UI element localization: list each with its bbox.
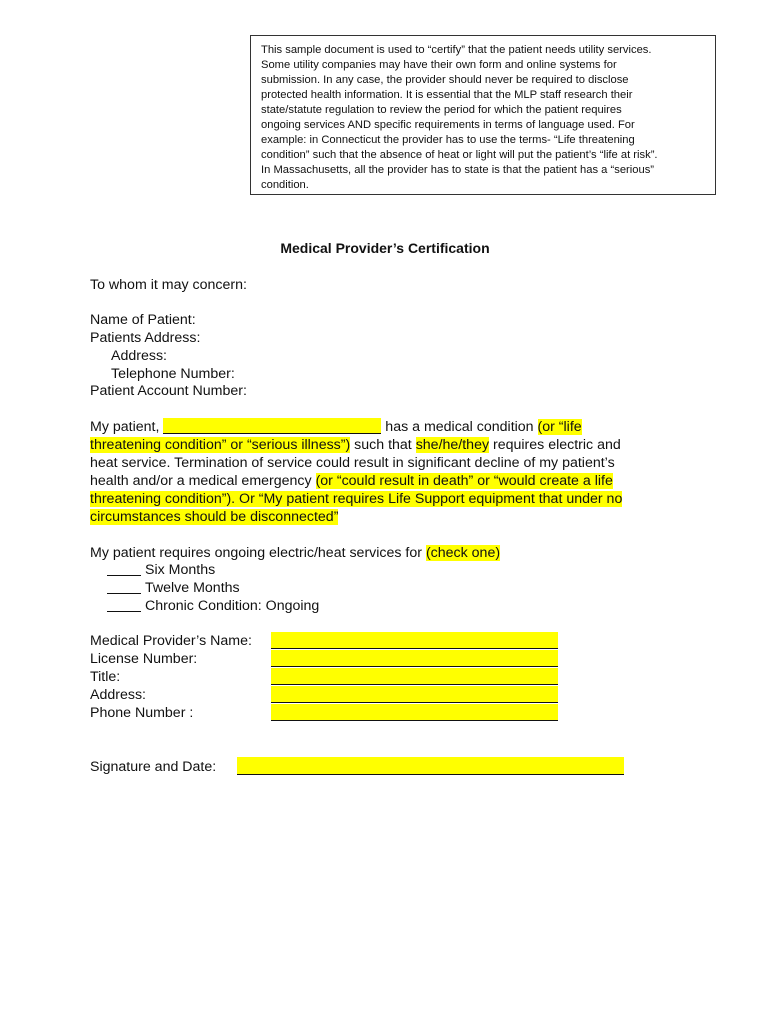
paragraph-line-4: [90, 472, 613, 490]
option-label: Twelve Months: [145, 580, 240, 596]
paragraph-text: has a medical condition: [381, 419, 538, 435]
notice-line: protected health information. It is essential that the MLP staff research their: [261, 89, 633, 101]
patient-account-label: Patient Account Number:: [90, 383, 247, 399]
notice-line: This sample document is used to “certify” that the patient needs utility services.: [261, 44, 652, 56]
title-label: Title:: [90, 669, 121, 685]
check-blank[interactable]: [107, 561, 141, 576]
highlighted-text: threatening condition”). Or “My patient requires Life Support equipment that under no: [90, 491, 623, 507]
patient-address-label: Address:: [111, 348, 167, 364]
phone-number-field[interactable]: [271, 704, 558, 721]
highlighted-text: (or “life: [537, 419, 582, 435]
highlighted-text: circumstances should be disconnected”: [90, 509, 339, 525]
services-intro-text: My patient requires ongoing electric/heat services for: [90, 545, 426, 561]
services-intro: [90, 544, 500, 562]
paragraph-text: My patient,: [90, 419, 160, 435]
notice-line: ongoing services AND specific requirements in terms of language used. For: [261, 119, 635, 131]
signature-date-field[interactable]: [237, 757, 624, 775]
patient-name-blank[interactable]: [163, 418, 381, 434]
highlighted-text: (or “could result in death” or “would create a life: [315, 473, 613, 489]
option-chronic-condition: [107, 597, 319, 615]
license-number-label: License Number:: [90, 651, 198, 667]
notice-line: Some utility companies may have their own form and online systems for: [261, 59, 617, 71]
title-field[interactable]: [271, 668, 558, 685]
license-number-field[interactable]: [271, 650, 558, 667]
sample-notice-box: [250, 35, 716, 195]
paragraph-line-2: [90, 436, 621, 454]
phone-number-label: Phone Number :: [90, 705, 194, 721]
paragraph-line-5: [90, 490, 622, 508]
check-one-hint: (check one): [425, 545, 501, 561]
option-label: Six Months: [145, 562, 216, 578]
paragraph-line-6: [90, 508, 338, 526]
provider-address-field[interactable]: [271, 686, 558, 703]
patient-name-label: Name of Patient:: [90, 312, 196, 328]
notice-line: state/statute regulation to review the period for which the patient requires: [261, 104, 622, 116]
check-blank[interactable]: [107, 597, 141, 612]
paragraph-text: such that: [350, 437, 416, 453]
signature-date-label: Signature and Date:: [90, 759, 217, 775]
notice-line: condition” such that the absence of heat or light will put the patient’s “life at risk”.: [261, 149, 658, 161]
paragraph-text: requires electric and: [489, 437, 621, 453]
notice-line: In Massachusetts, all the provider has to state is that the patient has a “serious”: [261, 164, 655, 176]
notice-line: example: in Connecticut the provider has to use the terms- “Life threatening: [261, 134, 635, 146]
highlighted-text: threatening condition” or “serious illness”): [90, 437, 351, 453]
notice-line: condition.: [261, 179, 309, 191]
notice-line: submission. In any case, the provider should never be required to disclose: [261, 74, 629, 86]
paragraph-text: health and/or a medical emergency: [90, 473, 316, 489]
paragraph-line-3: heat service. Termination of service could result in significant decline of my patient’s: [90, 455, 615, 471]
highlighted-text: she/he/they: [415, 437, 490, 453]
greeting: To whom it may concern:: [90, 277, 247, 293]
paragraph-line-1: [90, 418, 582, 436]
provider-name-label: Medical Provider’s Name:: [90, 633, 252, 649]
patient-telephone-label: Telephone Number:: [111, 366, 235, 382]
document-title: Medical Provider’s Certification: [280, 240, 490, 256]
option-label: Chronic Condition: Ongoing: [145, 598, 320, 614]
option-twelve-months: [107, 579, 240, 597]
check-blank[interactable]: [107, 579, 141, 594]
option-six-months: [107, 561, 215, 579]
provider-name-field[interactable]: [271, 632, 558, 649]
patient-address-header: Patients Address:: [90, 330, 201, 346]
provider-address-label: Address:: [90, 687, 146, 703]
